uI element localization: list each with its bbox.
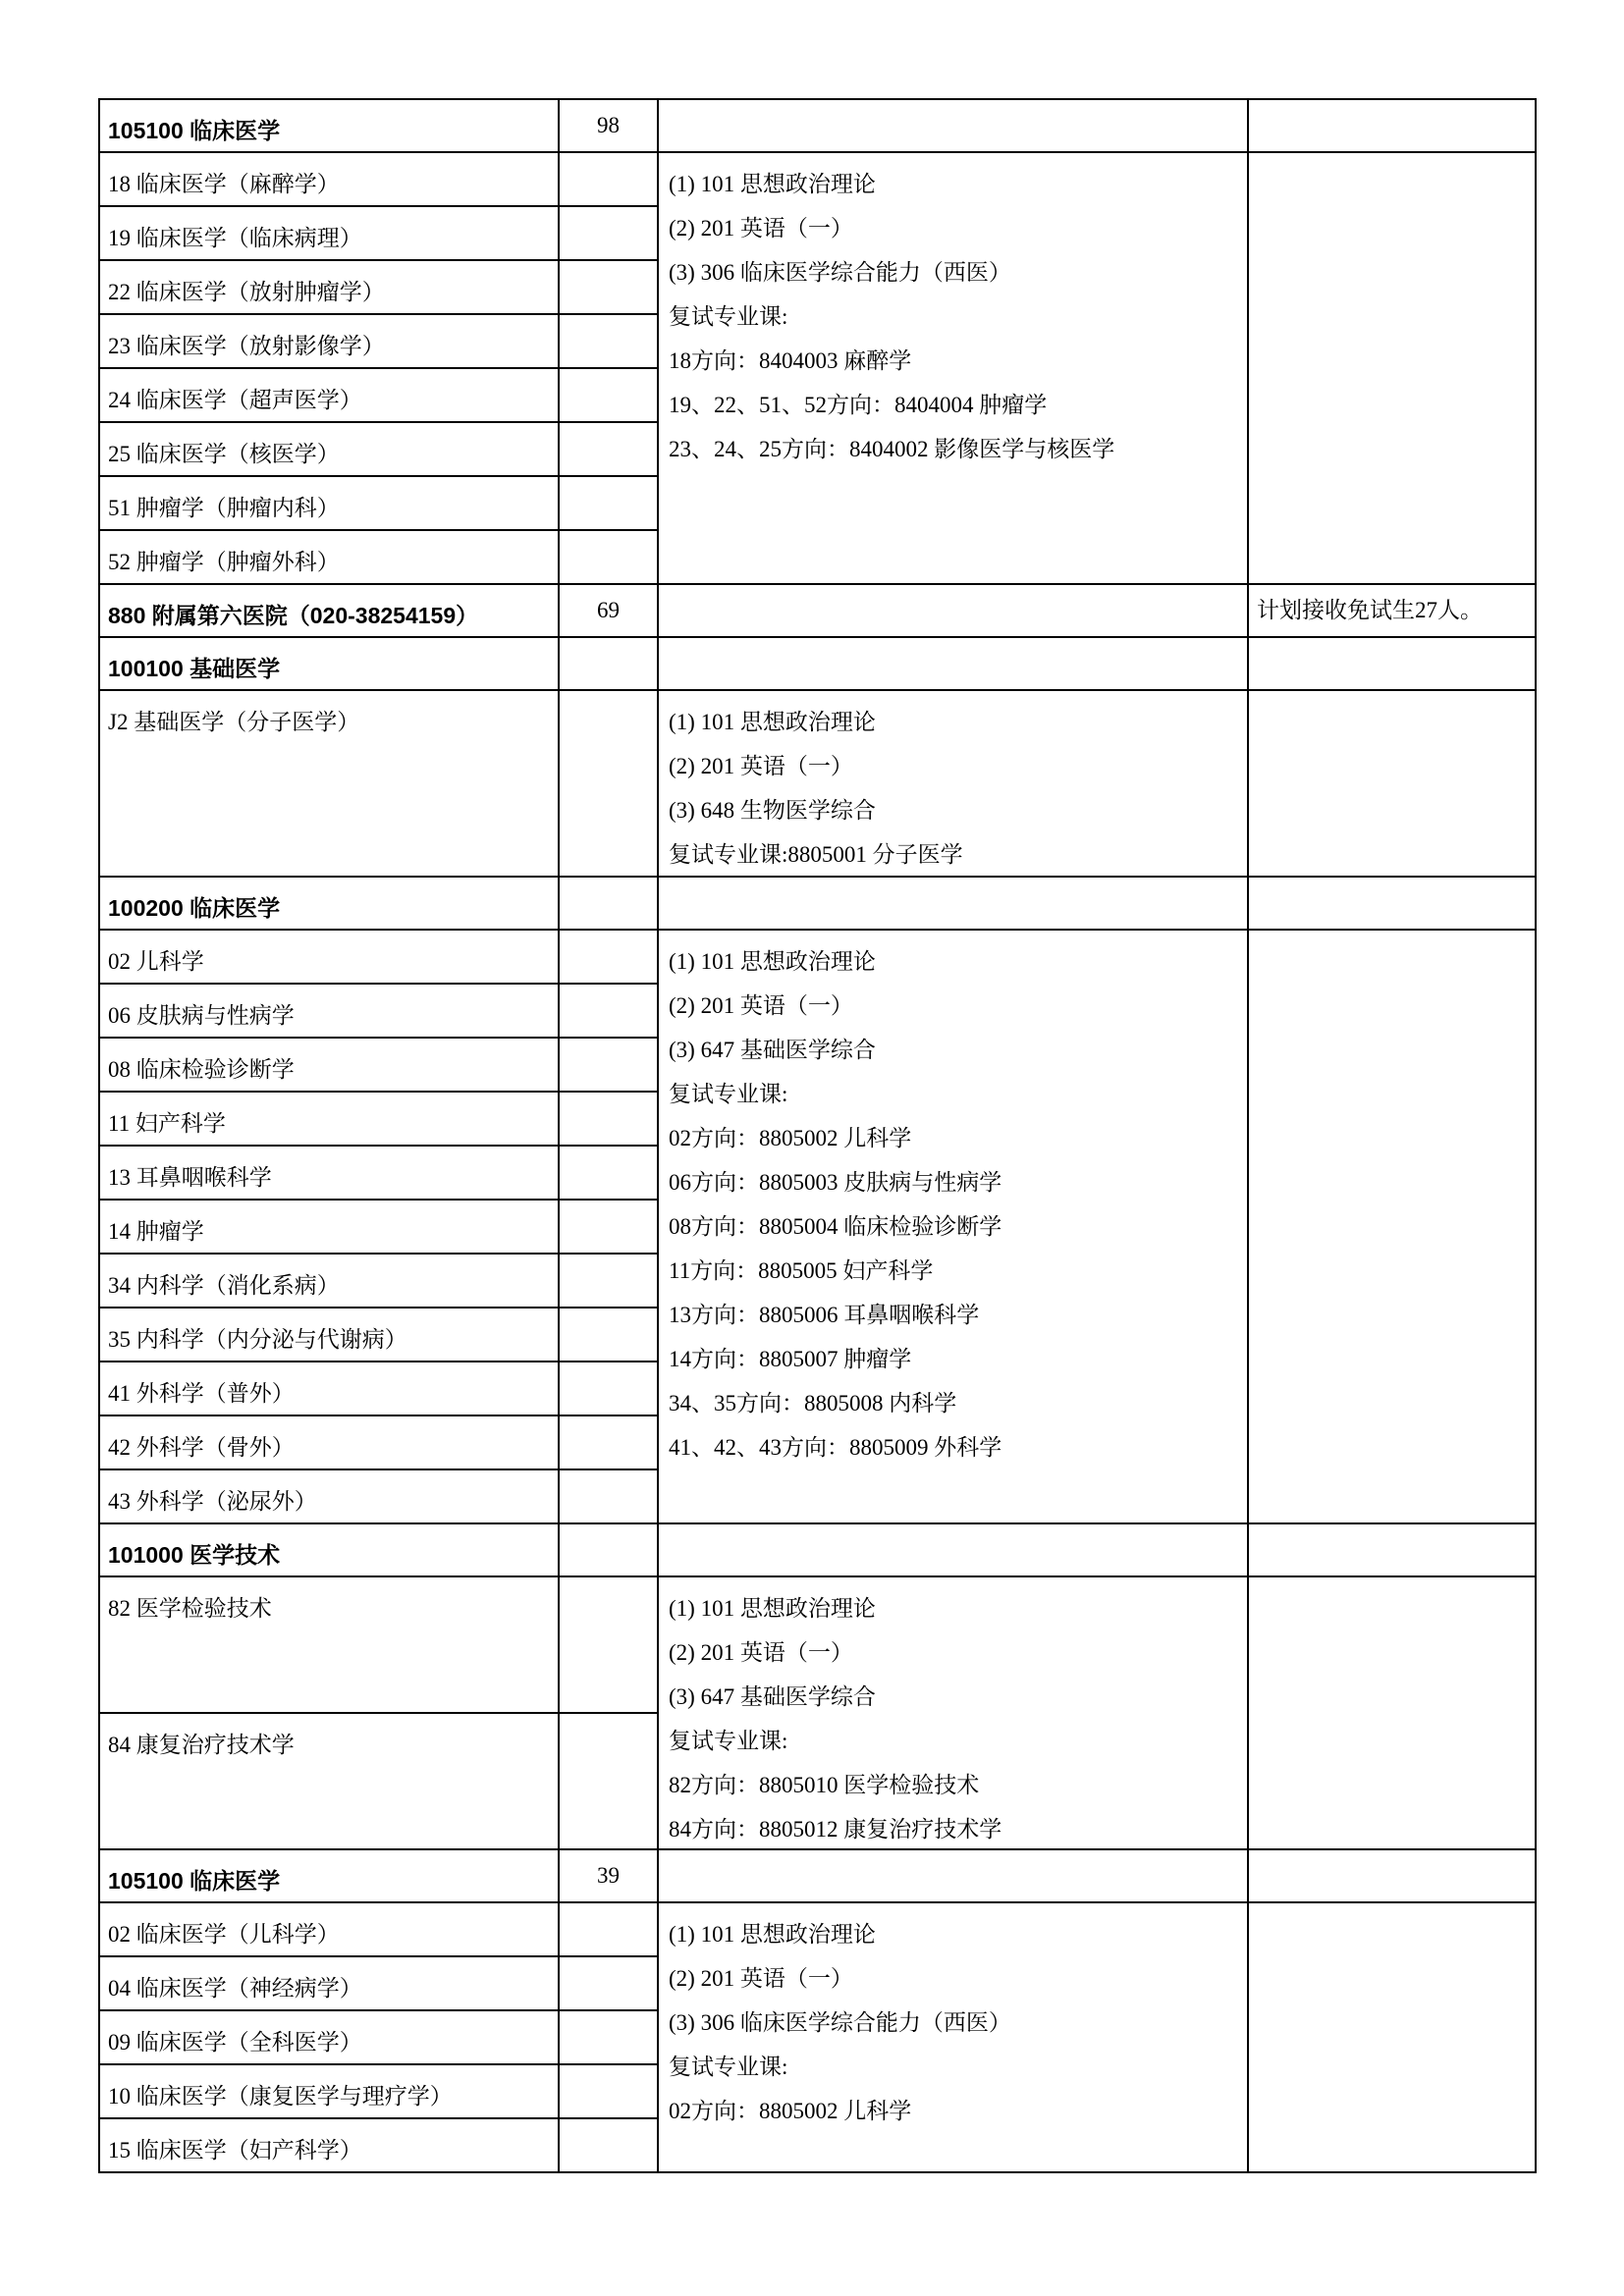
research-direction: 43 外科学（泌尿外） — [100, 1470, 560, 1524]
exam-subject-line: (3) 647 基础医学综合 — [669, 1684, 876, 1709]
remarks-cell — [1249, 153, 1537, 585]
exam-subject-line: (2) 201 英语（一） — [669, 216, 853, 240]
exam-subject-line: (1) 101 思想政治理论 — [669, 710, 876, 734]
research-direction: 06 皮肤病与性病学 — [100, 985, 560, 1039]
empty-cell — [560, 1308, 659, 1362]
research-direction: 11 妇产科学 — [100, 1093, 560, 1147]
empty-cell — [560, 638, 659, 691]
exam-subject-line: 18方向：8404003 麻醉学 — [669, 348, 912, 373]
research-direction: 25 临床医学（核医学） — [100, 423, 560, 477]
empty-cell — [560, 1255, 659, 1308]
research-direction: 14 肿瘤学 — [100, 1201, 560, 1255]
major-title: 101000 医学技术 — [100, 1524, 560, 1577]
exam-subject-line: (1) 101 思想政治理论 — [669, 1596, 876, 1621]
exam-subjects — [659, 1577, 1249, 1850]
empty-cell — [560, 1470, 659, 1524]
empty-cell — [659, 878, 1249, 931]
exam-subject-line: 23、24、25方向：8404002 影像医学与核医学 — [669, 437, 1115, 461]
exam-subject-line: 14方向：8805007 肿瘤学 — [669, 1347, 912, 1371]
exam-subject-line: (1) 101 思想政治理论 — [669, 949, 876, 974]
research-direction: 19 临床医学（临床病理） — [100, 207, 560, 261]
exam-subject-line: 复试专业课: — [669, 304, 788, 329]
research-direction: 42 外科学（骨外） — [100, 1416, 560, 1470]
empty-cell — [560, 1362, 659, 1416]
exam-subjects — [659, 153, 1249, 585]
empty-cell — [659, 100, 1249, 153]
empty-cell — [560, 1577, 659, 1714]
empty-cell — [1249, 100, 1537, 153]
empty-cell — [560, 2065, 659, 2119]
research-direction: 18 临床医学（麻醉学） — [100, 153, 560, 207]
enrollment-quota: 69 — [560, 585, 659, 638]
remarks-cell — [1249, 1903, 1537, 2173]
research-direction: 02 儿科学 — [100, 931, 560, 985]
research-direction: 34 内科学（消化系病） — [100, 1255, 560, 1308]
research-direction: J2 基础医学（分子医学） — [100, 691, 560, 878]
empty-cell — [560, 2011, 659, 2065]
exam-subject-line: 82方向：8805010 医学检验技术 — [669, 1773, 980, 1797]
research-direction: 04 临床医学（神经病学） — [100, 1957, 560, 2011]
research-direction: 24 临床医学（超声医学） — [100, 369, 560, 423]
empty-cell — [560, 1147, 659, 1201]
research-direction: 15 临床医学（妇产科学） — [100, 2119, 560, 2173]
empty-cell — [560, 423, 659, 477]
empty-cell — [560, 1039, 659, 1093]
exam-subject-line: 02方向：8805002 儿科学 — [669, 1126, 912, 1150]
empty-cell — [659, 638, 1249, 691]
exam-subjects — [659, 691, 1249, 878]
empty-cell — [1249, 878, 1537, 931]
empty-cell — [560, 1093, 659, 1147]
research-direction: 10 临床医学（康复医学与理疗学） — [100, 2065, 560, 2119]
research-direction: 23 临床医学（放射影像学） — [100, 315, 560, 369]
enrollment-quota: 39 — [560, 1850, 659, 1903]
exam-subject-line: (3) 306 临床医学综合能力（西医） — [669, 2010, 1011, 2035]
empty-cell — [560, 1957, 659, 2011]
empty-cell — [560, 985, 659, 1039]
empty-cell — [560, 1714, 659, 1850]
exam-subject-line: 复试专业课: — [669, 1729, 788, 1753]
remarks-cell: 计划接收免试生27人。 — [1249, 585, 1537, 638]
research-direction: 41 外科学（普外） — [100, 1362, 560, 1416]
empty-cell — [560, 477, 659, 531]
research-direction: 82 医学检验技术 — [100, 1577, 560, 1714]
exam-subject-line: (2) 201 英语（一） — [669, 754, 853, 778]
exam-subjects — [659, 931, 1249, 1524]
research-direction: 84 康复治疗技术学 — [100, 1714, 560, 1850]
exam-subject-line: 11方向：8805005 妇产科学 — [669, 1258, 934, 1283]
research-direction: 13 耳鼻咽喉科学 — [100, 1147, 560, 1201]
empty-cell — [659, 1850, 1249, 1903]
exam-subject-line: 02方向：8805002 儿科学 — [669, 2099, 912, 2123]
empty-cell — [560, 369, 659, 423]
remarks-cell — [1249, 931, 1537, 1524]
empty-cell — [560, 2119, 659, 2173]
empty-cell — [560, 1903, 659, 1957]
research-direction: 02 临床医学（儿科学） — [100, 1903, 560, 1957]
exam-subject-line: (1) 101 思想政治理论 — [669, 1922, 876, 1947]
exam-subject-line: 34、35方向：8805008 内科学 — [669, 1391, 957, 1415]
major-title: 100100 基础医学 — [100, 638, 560, 691]
exam-subject-line: 13方向：8805006 耳鼻咽喉科学 — [669, 1303, 980, 1327]
exam-subject-line: (1) 101 思想政治理论 — [669, 172, 876, 196]
exam-subject-line: 复试专业课: — [669, 1082, 788, 1106]
major-title: 105100 临床医学 — [100, 1850, 560, 1903]
exam-subject-line: 41、42、43方向：8805009 外科学 — [669, 1435, 1002, 1460]
admissions-table — [98, 98, 1537, 2173]
empty-cell — [560, 315, 659, 369]
empty-cell — [560, 531, 659, 585]
exam-subject-line: (2) 201 英语（一） — [669, 1966, 853, 1991]
research-direction: 52 肿瘤学（肿瘤外科） — [100, 531, 560, 585]
empty-cell — [560, 691, 659, 878]
remarks-cell — [1249, 1577, 1537, 1850]
empty-cell — [560, 207, 659, 261]
department-title: 880 附属第六医院（020-38254159） — [100, 585, 560, 638]
research-direction: 51 肿瘤学（肿瘤内科） — [100, 477, 560, 531]
research-direction: 22 临床医学（放射肿瘤学） — [100, 261, 560, 315]
exam-subject-line: (3) 647 基础医学综合 — [669, 1038, 876, 1062]
exam-subject-line: 84方向：8805012 康复治疗技术学 — [669, 1817, 1002, 1842]
exam-subject-line: 19、22、51、52方向：8404004 肿瘤学 — [669, 393, 1048, 417]
exam-subject-line: 06方向：8805003 皮肤病与性病学 — [669, 1170, 1002, 1195]
remarks-cell — [1249, 691, 1537, 878]
exam-subject-line: 复试专业课:8805001 分子医学 — [669, 842, 963, 867]
empty-cell — [659, 585, 1249, 638]
empty-cell — [1249, 1850, 1537, 1903]
empty-cell — [560, 878, 659, 931]
exam-subject-line: (3) 306 临床医学综合能力（西医） — [669, 260, 1011, 285]
major-title: 100200 临床医学 — [100, 878, 560, 931]
empty-cell — [1249, 638, 1537, 691]
exam-subject-line: (2) 201 英语（一） — [669, 1640, 853, 1665]
empty-cell — [560, 931, 659, 985]
exam-subject-line: (2) 201 英语（一） — [669, 993, 853, 1018]
research-direction: 35 内科学（内分泌与代谢病） — [100, 1308, 560, 1362]
exam-subject-line: (3) 648 生物医学综合 — [669, 798, 876, 823]
research-direction: 08 临床检验诊断学 — [100, 1039, 560, 1093]
empty-cell — [560, 261, 659, 315]
research-direction: 09 临床医学（全科医学） — [100, 2011, 560, 2065]
exam-subjects — [659, 1903, 1249, 2173]
empty-cell — [560, 1416, 659, 1470]
empty-cell — [1249, 1524, 1537, 1577]
exam-subject-line: 08方向：8805004 临床检验诊断学 — [669, 1214, 1002, 1239]
empty-cell — [560, 1201, 659, 1255]
major-title: 105100 临床医学 — [100, 100, 560, 153]
empty-cell — [659, 1524, 1249, 1577]
exam-subject-line: 复试专业课: — [669, 2055, 788, 2079]
empty-cell — [560, 153, 659, 207]
enrollment-quota: 98 — [560, 100, 659, 153]
empty-cell — [560, 1524, 659, 1577]
